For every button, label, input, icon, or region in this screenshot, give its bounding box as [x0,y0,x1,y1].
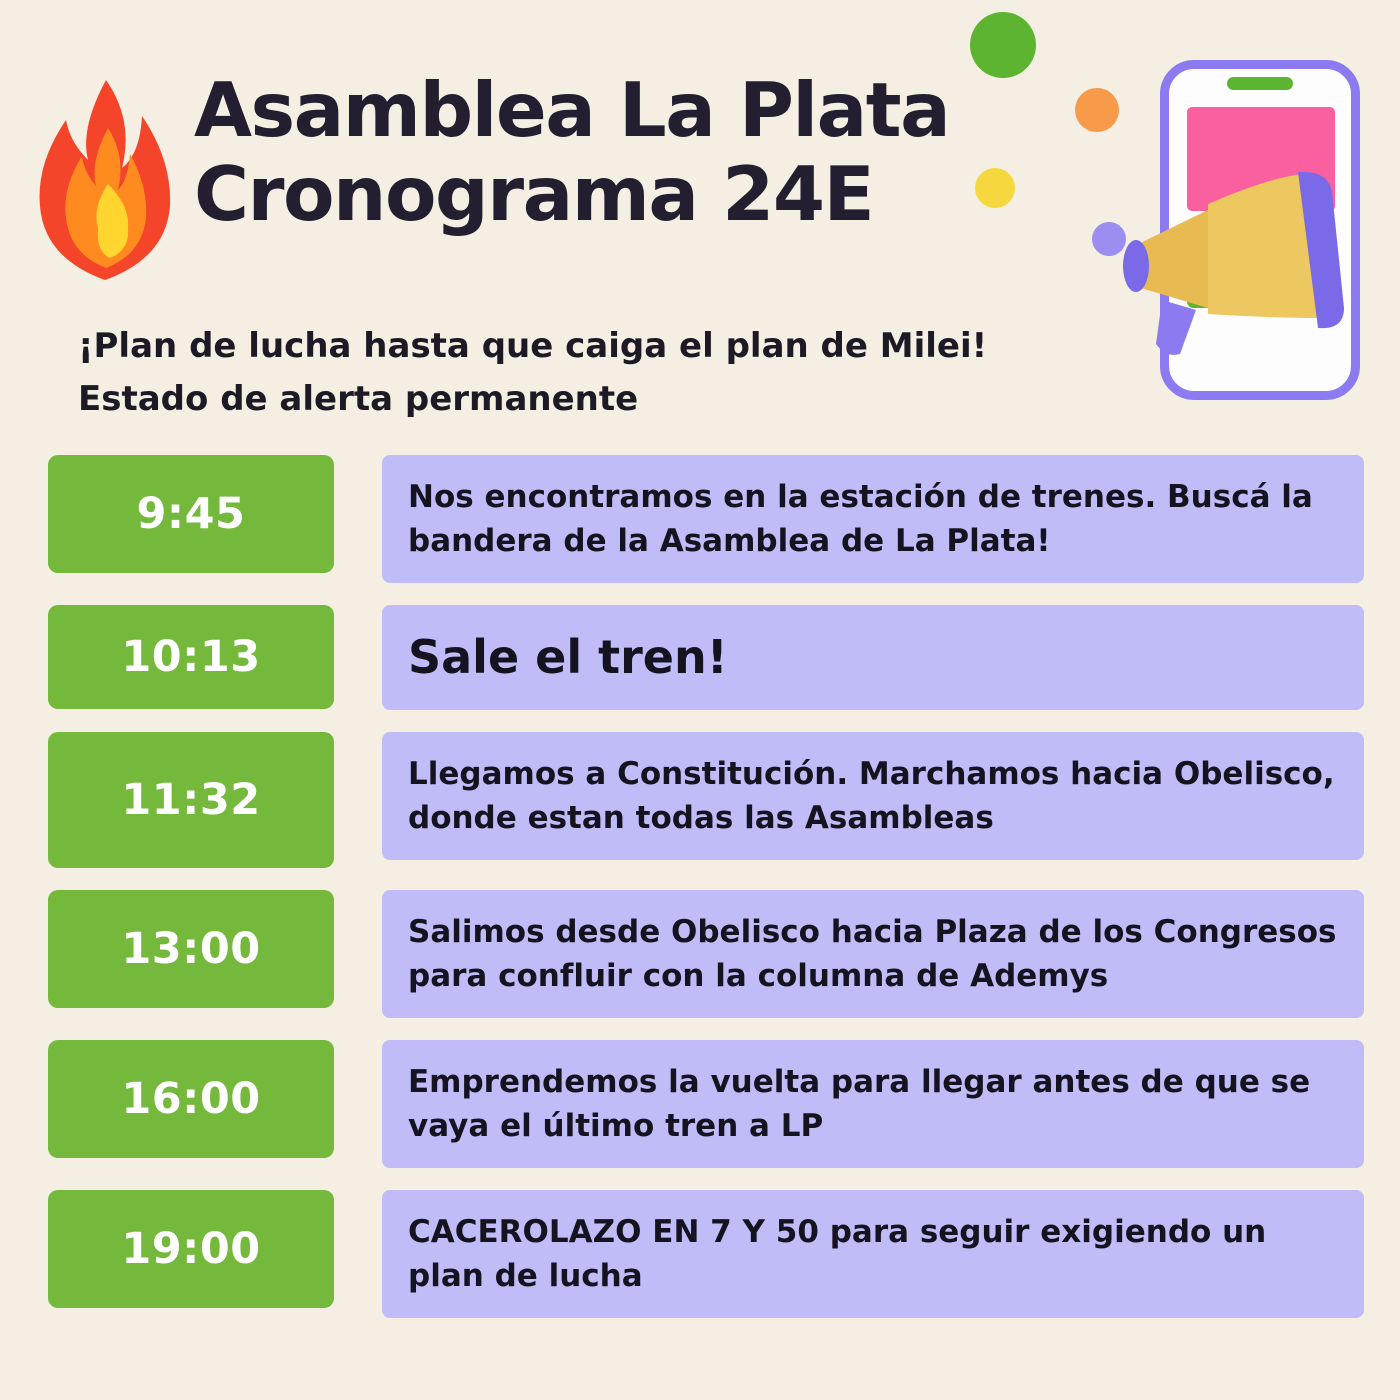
schedule-description: Sale el tren! [382,605,1364,710]
schedule-time: 19:00 [48,1190,334,1308]
subtitle [78,320,1400,425]
fire-icon [30,76,180,286]
schedule-time: 11:32 [48,732,334,868]
titles [194,68,949,236]
subtitle-line-1: ¡Plan de lucha hasta que caiga el plan de Milei! [78,326,988,366]
schedule-row [48,605,1364,710]
schedule-description: Salimos desde Obelisco hacia Plaza de los Congresos para confluir con la columna de Ademys [382,890,1364,1018]
schedule-list [0,455,1400,1340]
subtitle-line-2: Estado de alerta permanente [78,378,639,419]
schedule-time: 13:00 [48,890,334,1008]
schedule-row [48,732,1364,868]
schedule-row [48,455,1364,583]
schedule-row [48,890,1364,1018]
page-title-line-2: Cronograma 24E [194,150,874,238]
phone-text-line-icon [1187,295,1297,308]
page-title-line-1: Asamblea La Plata [194,66,950,154]
poster-header [0,0,1400,420]
schedule-description: Nos encontramos en la estación de trenes. Buscá la bandera de la Asamblea de La Plata! [382,455,1364,583]
schedule-description: CACEROLAZO EN 7 Y 50 para seguir exigiendo un plan de lucha [382,1190,1364,1318]
title-row [0,50,1400,286]
schedule-row [48,1040,1364,1168]
schedule-description: Emprendemos la vuelta para llegar antes de que se vaya el último tren a LP [382,1040,1364,1168]
schedule-time: 10:13 [48,605,334,709]
schedule-description: Llegamos a Constitución. Marchamos hacia Obelisco, donde estan todas las Asambleas [382,732,1364,860]
schedule-time: 9:45 [48,455,334,573]
schedule-time: 16:00 [48,1040,334,1158]
schedule-row [48,1190,1364,1318]
